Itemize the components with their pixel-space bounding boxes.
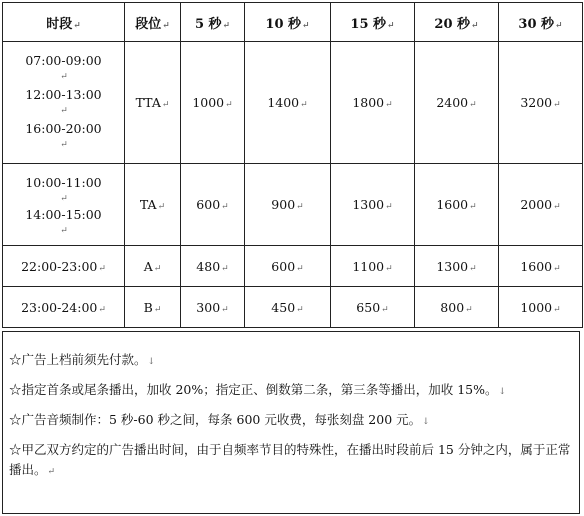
time-range: 22:00-23:00↵ xyxy=(21,258,106,274)
header-20s: 20 秒↵ xyxy=(415,3,499,42)
price-cell: 600↵ xyxy=(245,246,331,287)
header-5s: 5 秒↵ xyxy=(181,3,245,42)
note-audio-production: ☆广告音频制作：5 秒-60 秒之间，每条 600 元收费，每张刻盘 200 元。↓ xyxy=(9,412,430,427)
time-range: 10:00-11:00 ↵ xyxy=(25,174,102,204)
time-range: 14:00-15:00 ↵ xyxy=(25,206,102,236)
time-slot-cell xyxy=(3,164,125,246)
table-row xyxy=(3,164,583,246)
header-15s: 15 秒↵ xyxy=(331,3,415,42)
price-cell: 2400↵ xyxy=(415,42,499,164)
price-cell: 1300↵ xyxy=(331,164,415,246)
tier-cell: TTA↵ xyxy=(125,42,181,164)
time-slot-cell xyxy=(3,42,125,164)
time-range: 16:00-20:00 ↵ xyxy=(25,120,102,150)
note-prepayment: ☆广告上档前须先付款。↓ xyxy=(9,352,156,367)
notes-box xyxy=(2,331,580,514)
price-cell: 800↵ xyxy=(415,287,499,328)
price-cell: 300↵ xyxy=(181,287,245,328)
price-cell: 1100↵ xyxy=(331,246,415,287)
price-cell: 1600↵ xyxy=(415,164,499,246)
price-cell: 450↵ xyxy=(245,287,331,328)
time-slot-cell xyxy=(3,246,125,287)
table-row xyxy=(3,42,583,164)
header-time-slot: 时段↵ xyxy=(3,3,125,42)
price-cell: 1600↵ xyxy=(499,246,583,287)
tier-cell: TA↵ xyxy=(125,164,181,246)
header-30s: 30 秒↵ xyxy=(499,3,583,42)
price-cell: 1000↵ xyxy=(499,287,583,328)
price-cell: 600↵ xyxy=(181,164,245,246)
time-slot-cell xyxy=(3,287,125,328)
tier-cell: B↵ xyxy=(125,287,181,328)
price-cell: 1300↵ xyxy=(415,246,499,287)
table-row xyxy=(3,246,583,287)
price-cell: 900↵ xyxy=(245,164,331,246)
price-cell: 2000↵ xyxy=(499,164,583,246)
price-cell: 480↵ xyxy=(181,246,245,287)
price-cell: 1400↵ xyxy=(245,42,331,164)
table-row xyxy=(3,287,583,328)
note-position-surcharge: ☆指定首条或尾条播出，加收 20%；指定正、倒数第二条，第三条等播出，加收 15%。↓ xyxy=(9,382,507,397)
header-10s: 10 秒↵ xyxy=(245,3,331,42)
price-cell: 650↵ xyxy=(331,287,415,328)
time-range: 12:00-13:00 ↵ xyxy=(25,86,102,116)
price-cell: 1800↵ xyxy=(331,42,415,164)
price-cell: 3200↵ xyxy=(499,42,583,164)
rate-document xyxy=(2,2,582,514)
tier-cell: A↵ xyxy=(125,246,181,287)
header-row xyxy=(3,3,583,42)
header-tier: 段位↵ xyxy=(125,3,181,42)
time-range: 23:00-24:00↵ xyxy=(21,299,106,315)
time-range: 07:00-09:00 ↵ xyxy=(25,52,102,82)
note-broadcast-window: ☆甲乙双方约定的广告播出时间，由于自频率节目的特殊性，在播出时段前后 15 分钟之内，属于正常播出。↵ xyxy=(9,442,571,477)
price-cell: 1000↵ xyxy=(181,42,245,164)
ad-rate-table xyxy=(2,2,583,328)
